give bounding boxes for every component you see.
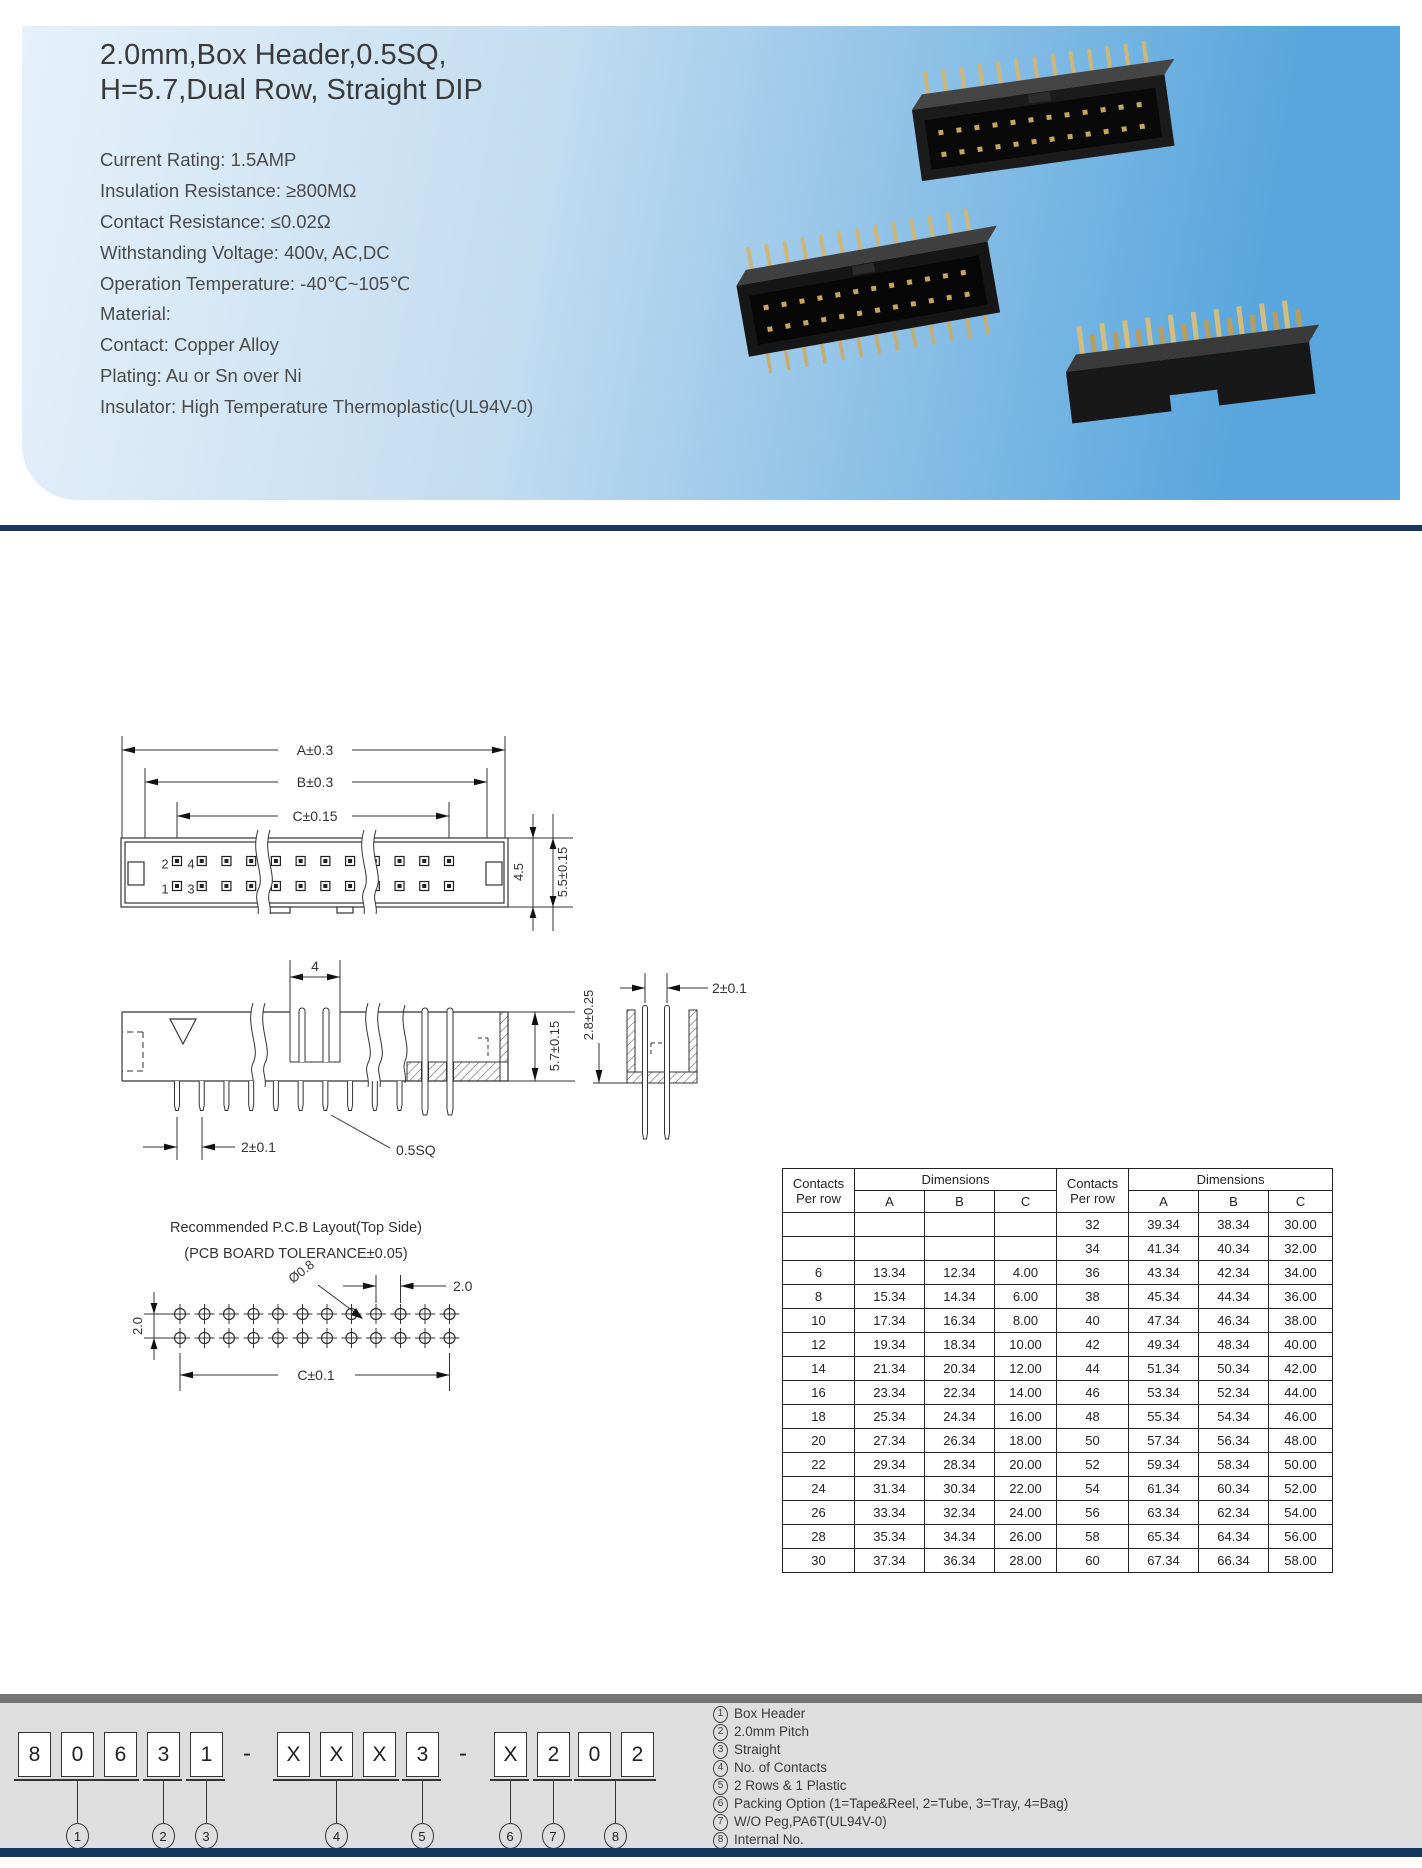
dim-label-b: B±0.3 xyxy=(296,774,334,790)
table-cell: 30.00 xyxy=(1269,1213,1333,1237)
table-cell: 63.34 xyxy=(1129,1501,1199,1525)
table-cell: 38.34 xyxy=(1199,1213,1269,1237)
pcb-dim-pitch: 2.0 xyxy=(453,1278,473,1294)
table-cell: 36 xyxy=(1057,1261,1129,1285)
table-cell: 54.00 xyxy=(1269,1501,1333,1525)
table-cell: 45.34 xyxy=(1129,1285,1199,1309)
side-view-dashed-key xyxy=(122,1032,143,1071)
legend-number-6: 6 xyxy=(713,1796,728,1813)
table-row xyxy=(783,1261,1333,1285)
table-cell: 25.34 xyxy=(855,1405,925,1429)
pcb-dim-row: 2.0 xyxy=(130,1316,145,1336)
table-cell: 48.34 xyxy=(1199,1333,1269,1357)
product-photos xyxy=(662,34,1394,496)
part-number-box-7: X xyxy=(277,1732,310,1777)
table-cell: 42.00 xyxy=(1269,1357,1333,1381)
table-cell: 20.34 xyxy=(925,1357,995,1381)
table-cell: 24 xyxy=(783,1477,855,1501)
top-view-body xyxy=(121,838,508,913)
legend-text-8: Internal No. xyxy=(734,1832,804,1847)
table-cell: 44.00 xyxy=(1269,1381,1333,1405)
material-line-3: Insulator: High Temperature Thermoplastic(UL94V-0) xyxy=(100,396,534,417)
table-cell: 58.34 xyxy=(1199,1453,1269,1477)
table-cell: 33.34 xyxy=(855,1501,925,1525)
spec-line-2: Insulation Resistance: ≥800MΩ xyxy=(100,180,357,201)
legend-item-7 xyxy=(713,1813,1068,1831)
page-title xyxy=(100,38,483,108)
navy-divider xyxy=(0,525,1422,531)
legend-item-1 xyxy=(713,1705,1068,1723)
spec-line-3: Contact Resistance: ≤0.02Ω xyxy=(100,211,331,232)
dim-label-4: 4 xyxy=(311,958,319,974)
part-number-box-2: 0 xyxy=(61,1732,94,1777)
table-cell: 42.34 xyxy=(1199,1261,1269,1285)
col-header-dimensions-right: Dimensions xyxy=(1129,1169,1333,1191)
table-cell: 12.00 xyxy=(995,1357,1057,1381)
table-cell: 18.34 xyxy=(925,1333,995,1357)
dim-label-c: C±0.15 xyxy=(292,808,338,824)
material-line-1: Contact: Copper Alloy xyxy=(100,334,279,355)
material-line-2: Plating: Au or Sn over Ni xyxy=(100,365,302,386)
table-cell: 36.00 xyxy=(1269,1285,1333,1309)
table-cell: 14 xyxy=(783,1357,855,1381)
legend-text-7: W/O Peg,PA6T(UL94V-0) xyxy=(734,1814,887,1829)
legend-item-8 xyxy=(713,1831,1068,1849)
table-cell: 20.00 xyxy=(995,1453,1057,1477)
col-header-dimensions-left: Dimensions xyxy=(855,1169,1057,1191)
table-cell: 40.00 xyxy=(1269,1333,1333,1357)
legend-number-5: 5 xyxy=(713,1778,728,1795)
table-cell xyxy=(783,1237,855,1261)
col-header-c-left: C xyxy=(995,1191,1057,1213)
table-cell: 22.34 xyxy=(925,1381,995,1405)
bottom-panel xyxy=(0,1703,1422,1848)
legend-text-4: No. of Contacts xyxy=(734,1760,828,1775)
part-number-legend xyxy=(713,1705,1068,1849)
table-cell: 12 xyxy=(783,1333,855,1357)
legend-number-4: 4 xyxy=(713,1760,728,1777)
table-cell: 28.34 xyxy=(925,1453,995,1477)
table-cell: 4.00 xyxy=(995,1261,1057,1285)
part-number-position-label-7: 7 xyxy=(542,1823,565,1849)
table-cell: 38.00 xyxy=(1269,1309,1333,1333)
legend-number-8: 8 xyxy=(713,1832,728,1849)
table-cell: 32.00 xyxy=(1269,1237,1333,1261)
table-cell xyxy=(855,1213,925,1237)
pcb-title-1: Recommended P.C.B Layout(Top Side) xyxy=(169,1220,423,1236)
table-row xyxy=(783,1237,1333,1261)
part-number-leader-4 xyxy=(336,1781,337,1823)
part-number-box-14: 0 xyxy=(578,1732,611,1777)
table-cell: 24.34 xyxy=(925,1405,995,1429)
table-cell: 56.34 xyxy=(1199,1429,1269,1453)
spec-line-1: Current Rating: 1.5AMP xyxy=(100,149,297,170)
part-number-box-13: 2 xyxy=(537,1732,570,1777)
table-cell: 14.34 xyxy=(925,1285,995,1309)
table-cell: 35.34 xyxy=(855,1525,925,1549)
table-cell: 26.34 xyxy=(925,1429,995,1453)
part-number-box-10: 3 xyxy=(406,1732,439,1777)
legend-item-4 xyxy=(713,1759,1068,1777)
table-cell: 22.00 xyxy=(995,1477,1057,1501)
table-cell: 44 xyxy=(1057,1357,1129,1381)
col-header-contacts-left: Contacts Per row xyxy=(783,1169,855,1213)
part-number-box-3: 6 xyxy=(104,1732,137,1777)
table-cell: 38 xyxy=(1057,1285,1129,1309)
pcb-title-2: (PCB BOARD TOLERANCE±0.05) xyxy=(184,1246,408,1262)
drawing-side-view xyxy=(95,945,580,1180)
product-photo-3 xyxy=(1061,297,1328,424)
pcb-dim-hole: Ø0.8 xyxy=(285,1256,317,1287)
table-cell: 55.34 xyxy=(1129,1405,1199,1429)
table-cell: 17.34 xyxy=(855,1309,925,1333)
table-cell: 54 xyxy=(1057,1477,1129,1501)
table-cell: 18 xyxy=(783,1405,855,1429)
pin-label-2: 2 xyxy=(161,856,169,872)
dim-label-55: 5.5±0.15 xyxy=(555,846,570,898)
legend-text-6: Packing Option (1=Tape&Reel, 2=Tube, 3=Tray, 4=Bag) xyxy=(734,1796,1069,1811)
part-number-position-label-1: 1 xyxy=(66,1823,89,1849)
table-cell: 22 xyxy=(783,1453,855,1477)
material-heading: Material: xyxy=(100,303,171,324)
table-cell: 36.34 xyxy=(925,1549,995,1573)
table-cell: 56 xyxy=(1057,1501,1129,1525)
table-cell: 52.00 xyxy=(1269,1477,1333,1501)
legend-item-5 xyxy=(713,1777,1068,1795)
dimensions-table-wrap xyxy=(782,1168,1333,1573)
table-cell xyxy=(995,1237,1057,1261)
spec-line-5: Operation Temperature: -40℃~105℃ xyxy=(100,273,411,294)
table-cell: 62.34 xyxy=(1199,1501,1269,1525)
part-number-position-label-5: 5 xyxy=(411,1823,434,1849)
table-cell: 60.34 xyxy=(1199,1477,1269,1501)
table-row xyxy=(783,1357,1333,1381)
part-number-box-15: 2 xyxy=(621,1732,654,1777)
title-line1: 2.0mm,Box Header,0.5SQ, xyxy=(100,39,447,71)
table-cell: 13.34 xyxy=(855,1261,925,1285)
table-row xyxy=(783,1453,1333,1477)
pin-label-1: 1 xyxy=(161,881,169,897)
drawing-pcb-layout xyxy=(118,1205,523,1420)
table-cell: 54.34 xyxy=(1199,1405,1269,1429)
drawing-top-view xyxy=(95,700,580,935)
table-cell: 32 xyxy=(1057,1213,1129,1237)
table-cell: 8 xyxy=(783,1285,855,1309)
table-cell: 64.34 xyxy=(1199,1525,1269,1549)
part-number-position-label-3: 3 xyxy=(195,1823,218,1849)
col-header-contacts-right: Contacts Per row xyxy=(1057,1169,1129,1213)
table-cell xyxy=(783,1213,855,1237)
table-cell: 57.34 xyxy=(1129,1429,1199,1453)
part-number-box-1: 8 xyxy=(18,1732,51,1777)
part-number-leader-3 xyxy=(206,1781,207,1823)
table-cell: 30 xyxy=(783,1549,855,1573)
table-cell: 6.00 xyxy=(995,1285,1057,1309)
material-list xyxy=(100,298,533,422)
table-cell: 37.34 xyxy=(855,1549,925,1573)
table-row xyxy=(783,1525,1333,1549)
table-row xyxy=(783,1285,1333,1309)
col-header-a-left: A xyxy=(855,1191,925,1213)
bottom-navy-bar xyxy=(0,1848,1422,1857)
table-cell: 65.34 xyxy=(1129,1525,1199,1549)
dim-label-57: 5.7±0.15 xyxy=(547,1020,562,1072)
table-cell: 42 xyxy=(1057,1333,1129,1357)
pin-label-4: 4 xyxy=(187,856,195,872)
dim-label-28: 2.8±0.25 xyxy=(581,989,596,1041)
table-row xyxy=(783,1429,1333,1453)
dim-label-2: 2±0.1 xyxy=(712,980,747,996)
table-cell: 41.34 xyxy=(1129,1237,1199,1261)
table-row xyxy=(783,1213,1333,1237)
table-cell: 19.34 xyxy=(855,1333,925,1357)
col-header-c-right: C xyxy=(1269,1191,1333,1213)
dim-label-45: 4.5 xyxy=(511,862,526,882)
table-cell xyxy=(995,1213,1057,1237)
spec-list xyxy=(100,144,410,299)
end-view-walls xyxy=(627,1010,697,1083)
table-row xyxy=(783,1501,1333,1525)
pcb-arrowheads xyxy=(151,1283,450,1379)
table-cell: 30.34 xyxy=(925,1477,995,1501)
table-cell: 58 xyxy=(1057,1525,1129,1549)
table-cell: 12.34 xyxy=(925,1261,995,1285)
table-cell: 46.00 xyxy=(1269,1405,1333,1429)
table-cell: 67.34 xyxy=(1129,1549,1199,1573)
part-number-position-label-6: 6 xyxy=(499,1823,522,1849)
dimensions-table xyxy=(782,1168,1333,1573)
part-number-separator: - xyxy=(459,1739,467,1767)
table-cell: 34.34 xyxy=(925,1525,995,1549)
pin-label-3: 3 xyxy=(187,881,195,897)
drawing-end-view xyxy=(575,945,770,1180)
part-number-leader-8 xyxy=(615,1781,616,1823)
table-cell: 46.34 xyxy=(1199,1309,1269,1333)
table-cell: 60 xyxy=(1057,1549,1129,1573)
table-cell: 24.00 xyxy=(995,1501,1057,1525)
dim-label-a: A±0.3 xyxy=(296,742,334,758)
part-number-leader-6 xyxy=(510,1781,511,1823)
part-number-box-12: X xyxy=(494,1732,527,1777)
table-cell: 59.34 xyxy=(1129,1453,1199,1477)
table-cell: 21.34 xyxy=(855,1357,925,1381)
table-cell: 47.34 xyxy=(1129,1309,1199,1333)
legend-number-3: 3 xyxy=(713,1742,728,1759)
legend-item-6 xyxy=(713,1795,1068,1813)
table-cell: 66.34 xyxy=(1199,1549,1269,1573)
dim-label-05sq: 0.5SQ xyxy=(396,1142,436,1158)
table-cell: 20 xyxy=(783,1429,855,1453)
legend-number-2: 2 xyxy=(713,1724,728,1741)
table-cell xyxy=(925,1213,995,1237)
table-cell: 14.00 xyxy=(995,1381,1057,1405)
table-cell: 32.34 xyxy=(925,1501,995,1525)
table-cell: 23.34 xyxy=(855,1381,925,1405)
hero-panel xyxy=(22,26,1400,500)
part-number-leader-2 xyxy=(163,1781,164,1823)
part-number-box-9: X xyxy=(363,1732,396,1777)
table-cell: 50 xyxy=(1057,1429,1129,1453)
side-view-dashed-corner xyxy=(478,1038,488,1058)
part-number-position-label-4: 4 xyxy=(325,1823,348,1849)
part-number-leader-1 xyxy=(77,1781,78,1823)
bottom-gray-bar xyxy=(0,1694,1422,1703)
col-header-b-right: B xyxy=(1199,1191,1269,1213)
legend-item-3 xyxy=(713,1741,1068,1759)
product-photo-2 xyxy=(730,204,1015,376)
legend-text-5: 2 Rows & 1 Plastic xyxy=(734,1778,847,1793)
table-row xyxy=(783,1549,1333,1573)
part-number-position-label-2: 2 xyxy=(152,1823,175,1849)
legend-number-1: 1 xyxy=(713,1706,728,1723)
legend-item-2 xyxy=(713,1723,1068,1741)
part-number-box-5: 1 xyxy=(190,1732,223,1777)
table-cell: 49.34 xyxy=(1129,1333,1199,1357)
pcb-dim-span: C±0.1 xyxy=(297,1367,335,1383)
table-cell: 16.00 xyxy=(995,1405,1057,1429)
table-cell: 53.34 xyxy=(1129,1381,1199,1405)
table-cell: 52 xyxy=(1057,1453,1129,1477)
table-cell xyxy=(925,1237,995,1261)
pcb-pads xyxy=(170,1304,460,1348)
legend-text-1: Box Header xyxy=(734,1706,806,1721)
table-cell: 50.00 xyxy=(1269,1453,1333,1477)
part-number-leader-5 xyxy=(422,1781,423,1823)
table-row xyxy=(783,1405,1333,1429)
table-cell: 58.00 xyxy=(1269,1549,1333,1573)
part-number-separator: - xyxy=(243,1739,251,1767)
table-cell: 50.34 xyxy=(1199,1357,1269,1381)
dim-label-pitch: 2±0.1 xyxy=(241,1139,276,1155)
table-cell: 40.34 xyxy=(1199,1237,1269,1261)
legend-text-2: 2.0mm Pitch xyxy=(734,1724,810,1739)
col-header-a-right: A xyxy=(1129,1191,1199,1213)
table-cell: 39.34 xyxy=(1129,1213,1199,1237)
material-lines xyxy=(100,329,533,422)
part-number-position-label-8: 8 xyxy=(604,1823,627,1849)
table-cell: 16 xyxy=(783,1381,855,1405)
table-cell: 46 xyxy=(1057,1381,1129,1405)
title-line2: H=5.7,Dual Row, Straight DIP xyxy=(100,74,483,106)
product-photo-1 xyxy=(907,37,1186,181)
table-cell: 31.34 xyxy=(855,1477,925,1501)
spec-line-4: Withstanding Voltage: 400v, AC,DC xyxy=(100,242,390,263)
table-cell: 6 xyxy=(783,1261,855,1285)
table-cell: 28 xyxy=(783,1525,855,1549)
part-number-leader-7 xyxy=(553,1781,554,1823)
table-cell: 18.00 xyxy=(995,1429,1057,1453)
table-cell xyxy=(855,1237,925,1261)
table-cell: 34.00 xyxy=(1269,1261,1333,1285)
part-number-box-8: X xyxy=(320,1732,353,1777)
table-cell: 28.00 xyxy=(995,1549,1057,1573)
table-cell: 10.00 xyxy=(995,1333,1057,1357)
table-cell: 29.34 xyxy=(855,1453,925,1477)
table-cell: 27.34 xyxy=(855,1429,925,1453)
table-cell: 10 xyxy=(783,1309,855,1333)
table-cell: 26.00 xyxy=(995,1525,1057,1549)
part-number-box-4: 3 xyxy=(147,1732,180,1777)
table-cell: 52.34 xyxy=(1199,1381,1269,1405)
table-cell: 34 xyxy=(1057,1237,1129,1261)
table-cell: 44.34 xyxy=(1199,1285,1269,1309)
table-cell: 26 xyxy=(783,1501,855,1525)
table-cell: 56.00 xyxy=(1269,1525,1333,1549)
table-cell: 8.00 xyxy=(995,1309,1057,1333)
table-cell: 48 xyxy=(1057,1405,1129,1429)
table-cell: 43.34 xyxy=(1129,1261,1199,1285)
table-row xyxy=(783,1333,1333,1357)
table-cell: 16.34 xyxy=(925,1309,995,1333)
table-row xyxy=(783,1309,1333,1333)
legend-text-3: Straight xyxy=(734,1742,781,1757)
table-cell: 40 xyxy=(1057,1309,1129,1333)
table-cell: 61.34 xyxy=(1129,1477,1199,1501)
col-header-b-left: B xyxy=(925,1191,995,1213)
table-cell: 51.34 xyxy=(1129,1357,1199,1381)
legend-number-7: 7 xyxy=(713,1814,728,1831)
table-row xyxy=(783,1381,1333,1405)
table-cell: 48.00 xyxy=(1269,1429,1333,1453)
side-view-dimension-lines xyxy=(143,977,575,1160)
table-row xyxy=(783,1477,1333,1501)
table-cell: 15.34 xyxy=(855,1285,925,1309)
